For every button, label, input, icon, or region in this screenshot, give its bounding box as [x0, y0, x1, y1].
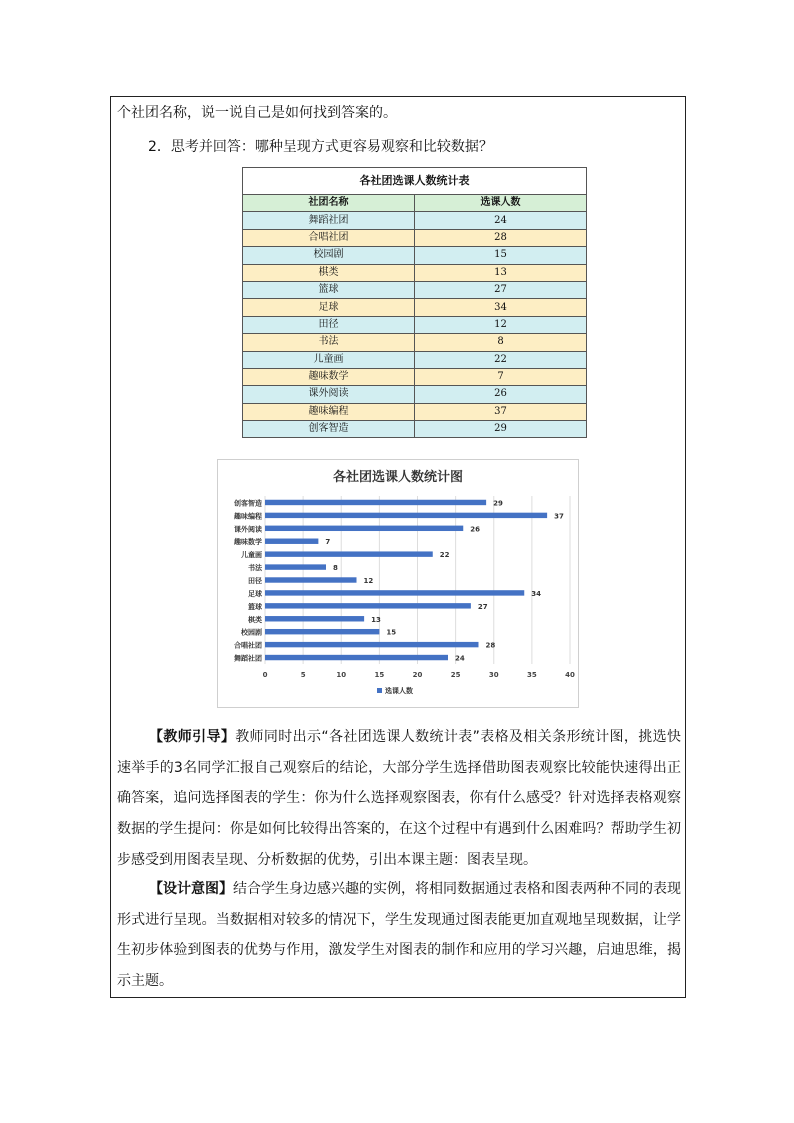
intro-line: 个社团名称，说一说自己是如何找到答案的。 [117, 105, 397, 121]
bar [265, 655, 448, 660]
table-row [243, 316, 587, 333]
bar [265, 513, 547, 518]
bar [265, 500, 486, 505]
table-cell-count: 26 [415, 386, 587, 403]
data-label: 28 [485, 641, 496, 650]
table-header-count: 选课人数 [415, 195, 587, 212]
table-row [243, 403, 587, 420]
y-category-label: 书法 [248, 564, 262, 573]
table-cell-count: 7 [415, 368, 587, 385]
y-category-label: 趣味数学 [234, 538, 262, 547]
table-cell-name: 创客智造 [243, 421, 415, 438]
table-cell-count: 13 [415, 264, 587, 281]
y-category-label: 课外阅读 [234, 525, 262, 534]
data-label: 24 [455, 654, 465, 663]
y-category-label: 趣味编程 [234, 512, 262, 521]
table-cell-name: 合唱社团 [243, 229, 415, 246]
table-row [243, 368, 587, 385]
table-cell-name: 田径 [243, 316, 415, 333]
bar [265, 629, 379, 634]
data-label: 29 [493, 499, 503, 508]
x-tick-label: 35 [527, 671, 537, 679]
table-row [243, 264, 587, 281]
design-intent-label: 【设计意图】 [149, 881, 233, 897]
data-label: 26 [470, 525, 480, 534]
table-row [243, 247, 587, 264]
x-tick-label: 30 [488, 671, 499, 679]
bar [265, 551, 433, 556]
bar [265, 526, 463, 531]
table-cell-name: 书法 [243, 334, 415, 351]
y-category-label: 创客智造 [234, 499, 262, 508]
design-intent-paragraph [117, 874, 681, 997]
x-tick-label: 15 [374, 671, 385, 679]
data-label: 13 [371, 615, 381, 624]
question-2: 2．思考并回答：哪种呈现方式更容易观察和比较数据？ [148, 139, 493, 155]
bar [265, 564, 326, 569]
bar-chart [217, 459, 579, 708]
bar [265, 616, 364, 621]
x-tick-label: 20 [412, 671, 423, 679]
table-cell-count: 37 [415, 403, 587, 420]
design-intent-text: 结合学生身边感兴趣的实例，将相同数据通过表格和图表两种不同的表现形式进行呈现。当数据相对较多的情况下，学生发现通过图表能更加直观地呈现数据，让学生初步体验到图表的优势与作用，激发学生对图表的制作和应用的学习兴趣，启迪思维，揭示主题。 [117, 881, 681, 990]
y-category-label: 足球 [248, 589, 262, 598]
table-cell-count: 28 [415, 229, 587, 246]
table-row [243, 229, 587, 246]
data-label: 8 [333, 564, 338, 573]
data-label: 34 [531, 589, 541, 598]
table-row [243, 421, 587, 438]
data-label: 15 [386, 628, 397, 637]
y-category-label: 儿童画 [241, 551, 262, 560]
bar [265, 577, 357, 582]
data-label: 22 [439, 551, 450, 560]
table-cell-name: 儿童画 [243, 351, 415, 368]
table-cell-count: 22 [415, 351, 587, 368]
table-cell-name: 课外阅读 [243, 386, 415, 403]
x-tick-label: 10 [336, 671, 347, 679]
data-label: 27 [477, 602, 488, 611]
table-row [243, 386, 587, 403]
bar [265, 590, 524, 595]
bar [265, 603, 471, 608]
table-cell-count: 8 [415, 334, 587, 351]
data-label: 37 [554, 512, 564, 521]
legend-swatch [377, 688, 382, 693]
table-cell-name: 足球 [243, 299, 415, 316]
teacher-guide-text: 教师同时出示“各社团选课人数统计表”表格及相关条形统计图，挑选快速举手的3名同学汇报自己观察后的结论，大部分学生选择借助图表观察比较能快速得出正确答案，追问选择图表的学生：你为什么选择观察图表，你有什么感受？针对选择表格观察数据的学生提问：你是如何比较得出答案的，在这个过程中有遇到什么困难吗？帮助学生初步感受到用图表呈现、分析数据的优势，引出本课主题：图表呈现。 [117, 729, 681, 868]
table-cell-count: 34 [415, 299, 587, 316]
x-tick-label: 40 [565, 671, 575, 679]
table-row [243, 281, 587, 298]
x-tick-label: 25 [450, 671, 461, 679]
y-category-label: 舞蹈社团 [234, 654, 262, 663]
table-cell-count: 15 [415, 247, 587, 264]
chart-title: 各社团选课人数统计图 [332, 470, 464, 485]
bar [265, 539, 318, 544]
y-category-label: 棋类 [248, 615, 262, 624]
y-category-label: 校园剧 [241, 628, 262, 637]
table-cell-name: 舞蹈社团 [243, 212, 415, 229]
table-cell-count: 29 [415, 421, 587, 438]
table-cell-name: 篮球 [243, 281, 415, 298]
bar [265, 642, 479, 647]
table-cell-count: 27 [415, 281, 587, 298]
y-category-label: 篮球 [248, 602, 262, 611]
data-label: 7 [325, 538, 331, 547]
data-label: 12 [363, 577, 374, 585]
table-row [243, 212, 587, 229]
table-header-row [243, 195, 587, 212]
table-row [243, 299, 587, 316]
table-header-name: 社团名称 [243, 195, 415, 212]
table-row [243, 334, 587, 351]
bar-chart-svg [218, 460, 578, 707]
legend-label: 选课人数 [385, 687, 413, 695]
y-category-label: 田径 [248, 577, 262, 585]
y-category-label: 合唱社团 [234, 641, 262, 650]
teacher-guide-label: 【教师引导】 [149, 729, 236, 745]
table-row [243, 351, 587, 368]
x-tick-label: 0 [262, 671, 268, 679]
table-cell-count: 12 [415, 316, 587, 333]
table-cell-name: 趣味编程 [243, 403, 415, 420]
x-tick-label: 5 [300, 671, 306, 679]
table-cell-name: 趣味数学 [243, 368, 415, 385]
table-cell-name: 棋类 [243, 264, 415, 281]
table-cell-name: 校园剧 [243, 247, 415, 264]
stat-table [242, 167, 587, 438]
table-title: 各社团选课人数统计表 [243, 168, 587, 195]
table-cell-count: 24 [415, 212, 587, 229]
teacher-guide-paragraph [117, 722, 681, 876]
